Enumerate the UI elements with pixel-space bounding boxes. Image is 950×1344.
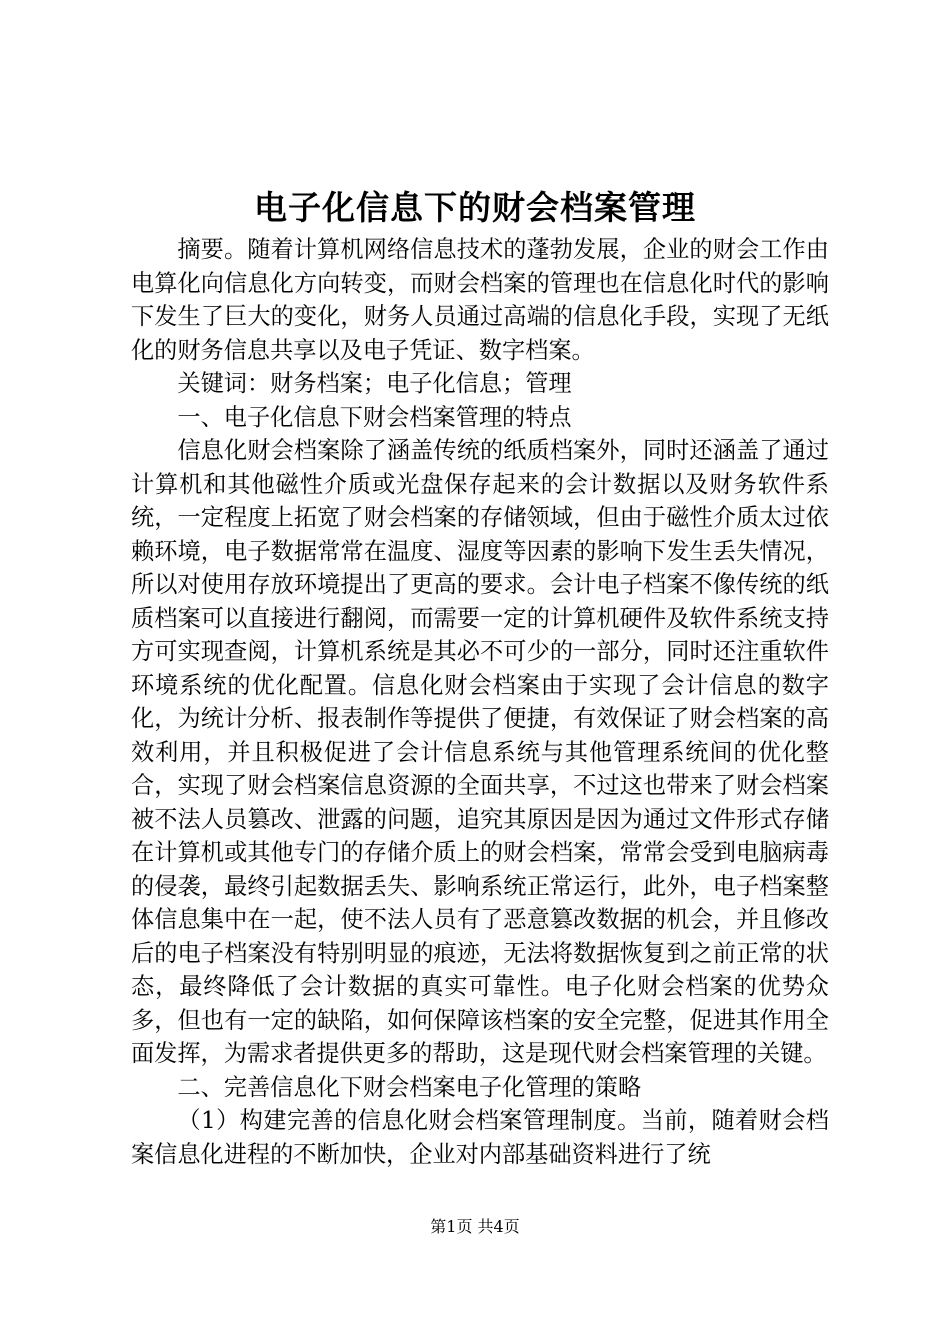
body-paragraph: 信息化财会档案除了涵盖传统的纸质档案外，同时还涵盖了通过计算机和其他磁性介质或光盘保存起来的会计数据以及财务软件系统，一定程度上拓宽了财会档案的存储领域，但由于磁性介质太过依赖环境，电子数据常常在温度、湿度等因素的影响下发生丢失情况，所以对使用存放环境提出了更高的要求。会计电子档案不像传统的纸质档案可以直接进行翻阅，而需要一定的计算机硬件及软件系统支持方可实现查阅，计算机系统是其必不可少的一部分，同时还注重软件环境系统的优化配置。信息化财会档案由于实现了会计信息的数字化，为统计分析、报表制作等提供了便捷，有效保证了财会档案的高效利用，并且积极促进了会计信息系统与其他管理系统间的优化整合，实现了财会档案信息资源的全面共享，不过这也带来了财会档案被不法人员篡改、泄露的问题，追究其原因是因为通过文件形式存储在计算机或其他专门的存储介质上的财会档案，常常会受到电脑病毒的侵袭，最终引起数据丢失、影响系统正常运行，此外，电子档案整体信息集中在一起，使不法人员有了恶意篡改数据的机会，并且修改后的电子档案没有特别明显的痕迹，无法将数据恢复到之前正常的状态，最终降低了会计数据的真实可靠性。电子化财会档案的优势众多，但也有一定的缺陷，如何保障该档案的安全完整，促进其作用全面发挥，为需求者提供更多的帮助，这是现代财会档案管理的关键。 (131, 437, 829, 1067)
document-title: 电子化信息下的财会档案管理 (254, 188, 696, 227)
keywords-line: 关键词：财务档案；电子化信息；管理 (177, 370, 572, 397)
body-paragraph: （1）构建完善的信息化财会档案管理制度。当前，随着财会档案信息化进程的不断加快，企业对内部基础资料进行了统 (131, 1107, 829, 1168)
document-body (131, 233, 829, 1171)
section-heading-2: 二、完善信息化下财会档案电子化管理的策略 (177, 1073, 642, 1101)
abstract-paragraph: 摘要。随着计算机网络信息技术的蓬勃发展，企业的财会工作由电算化向信息化方向转变，而财会档案的管理也在信息化时代的影响下发生了巨大的变化，财务人员通过高端的信息化手段，实现了无纸化的财务信息共享以及电子凭证、数字档案。 (131, 236, 829, 364)
section-heading-1: 一、电子化信息下财会档案管理的特点 (177, 403, 572, 431)
page-number-footer: 第1页 共4页 (430, 1217, 520, 1236)
